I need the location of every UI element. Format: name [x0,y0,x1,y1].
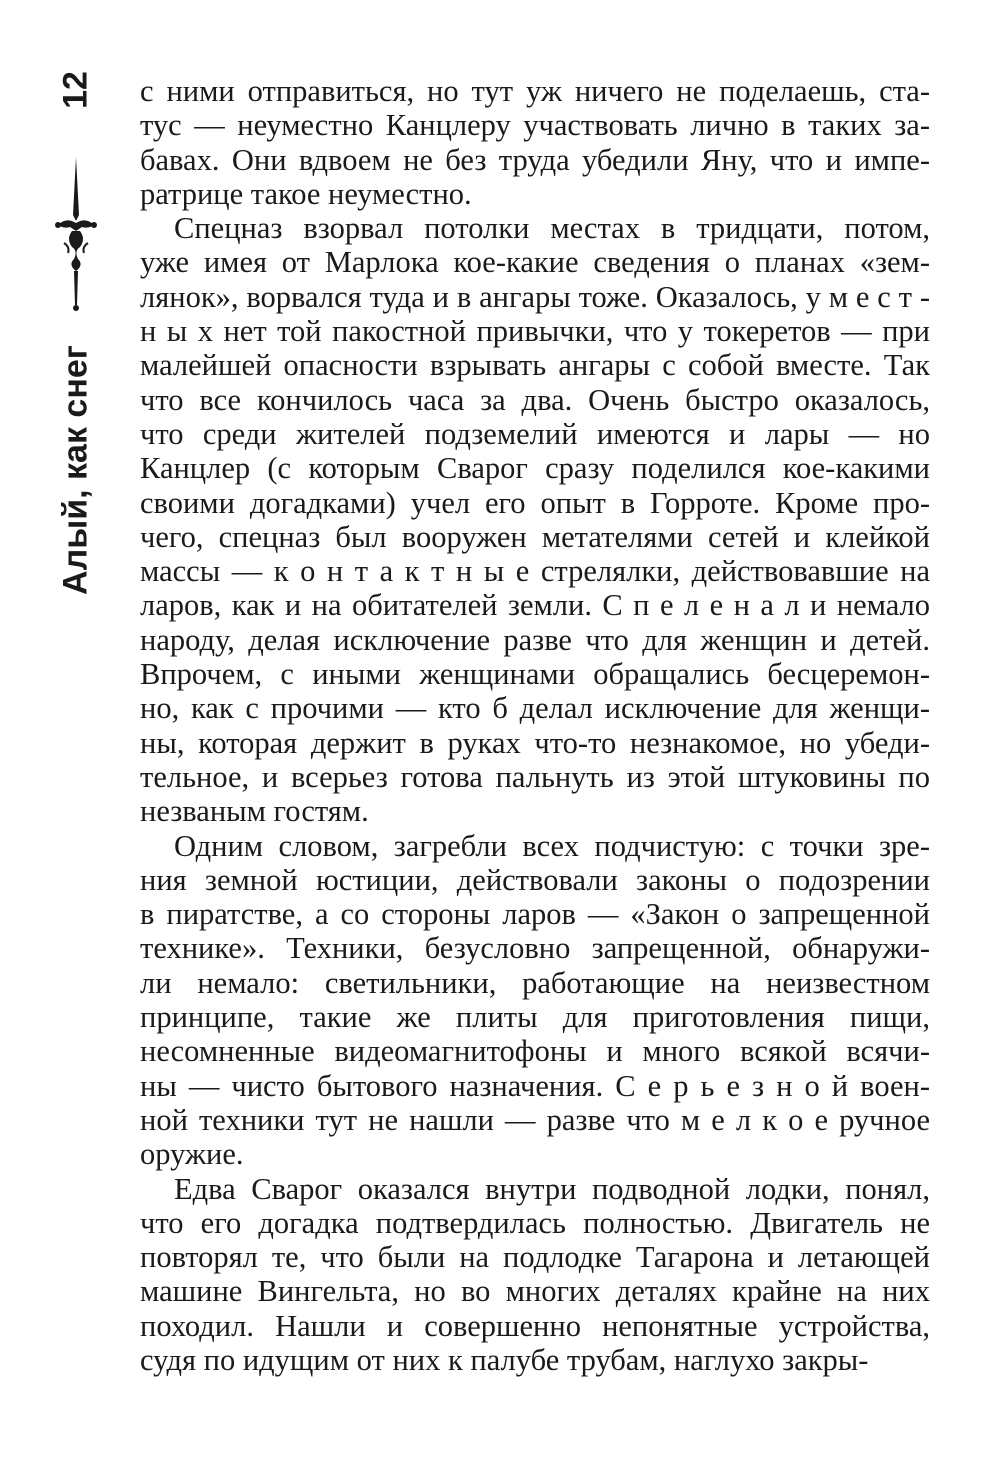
text-line: машине Вингельта, но во многих деталях крайне на них [140,1274,930,1309]
running-title [48,345,104,595]
text-line: в пиратстве, а со стороны ларов — «Закон о запрещенной [140,897,930,932]
text-line: но, как с прочими — кто б делал исключение для женщи- [140,691,930,726]
text-line: ния земной юстиции, действовали законы о подозрении [140,862,930,897]
text-line: Впрочем, с иными женщинами обращались бесцеремон- [140,657,930,692]
page-number-text: 12 [56,71,95,109]
text-line: с ними отправиться, но тут уж ничего не поделаешь, ста- [140,74,930,108]
text-line: что его догадка подтвердилась полностью. Двигатель не [140,1205,930,1240]
text-line: малейшей опасности взрывать ангары с собой вместе. Так [140,348,930,383]
text-line: народу, делая исключение разве что для женщин и детей. [140,622,930,657]
page-number [48,60,104,120]
paragraph [140,829,930,1172]
text-line: ли немало: светильники, работающие на неизвестном [140,965,930,1000]
text-line: своими догадками) учел его опыт в Горроте. Кроме про- [140,485,930,520]
text-line: ларов, как и на обитателей земли. С п е л е н а л и немало [140,588,930,623]
text-line: лянок», ворвался туда и в ангары тоже. Оказалось, у м е с т - [140,279,930,314]
text-line: технике». Техники, безусловно запрещенной, обнаружи- [140,931,930,966]
text-line: н ы х нет той пакостной привычки, что у токеретов — при [140,314,930,349]
text-line: что среди жителей подземелий имеются и лары — но [140,416,930,451]
text-line: ны — чисто бытового назначения. С е р ь е з н о й воен- [140,1068,930,1103]
dagger-ornament-icon [48,155,104,315]
body-text [140,74,930,1377]
text-line: ной техники тут не нашли — разве что м е л к о е ручное [140,1102,930,1137]
text-line: Спецназ взорвал потолки местах в тридцати, потом, [174,211,930,246]
text-line: незваным гостям. [140,794,369,829]
text-line: тельное, и всерьез готова пальнуть из этой штуковины по [140,759,930,794]
text-line: массы — к о н т а к т н ы е стрелялки, действовавшие на [140,554,930,589]
text-line: ратрице такое неуместно. [140,176,472,211]
text-line: принципе, такие же плиты для приготовления пищи, [140,1000,930,1035]
text-line: тус — неуместно Канцлеру участвовать лично в таких за- [140,108,930,143]
text-line: Канцлер (с которым Сварог сразу поделился кое-какими [140,451,930,486]
text-line: Едва Сварог оказался внутри подводной лодки, понял, [174,1171,930,1206]
text-line: чего, спецназ был вооружен метателями сетей и клейкой [140,519,930,554]
text-line: повторял те, что были на подлодке Тагарона и летающей [140,1240,930,1275]
paragraph [140,211,930,828]
text-line: Одним словом, загребли всех подчистую: с точки зре- [174,828,930,863]
paragraph [140,74,930,211]
text-line: уже имея от Марлока кое-какие сведения о планах «зем- [140,245,930,280]
side-rail [48,60,104,595]
text-line: бавах. Они вдвоем не без труда убедили Яну, что и импе- [140,142,930,177]
text-line: несомненные видеомагнитофоны и много всякой всячи- [140,1034,930,1069]
text-line: оружие. [140,1137,244,1172]
text-line: что все кончилось часа за два. Очень быстро оказалось, [140,382,930,417]
text-line: ны, которая держит в руках что-то незнакомое, но убеди- [140,725,930,760]
running-title-text: Алый, как снег [56,345,95,595]
text-line: судя по идущим от них к палубе трубам, наглухо закры- [140,1342,869,1377]
text-line: походил. Нашли и совершенно непонятные устройства, [140,1308,930,1343]
paragraph [140,1172,930,1378]
